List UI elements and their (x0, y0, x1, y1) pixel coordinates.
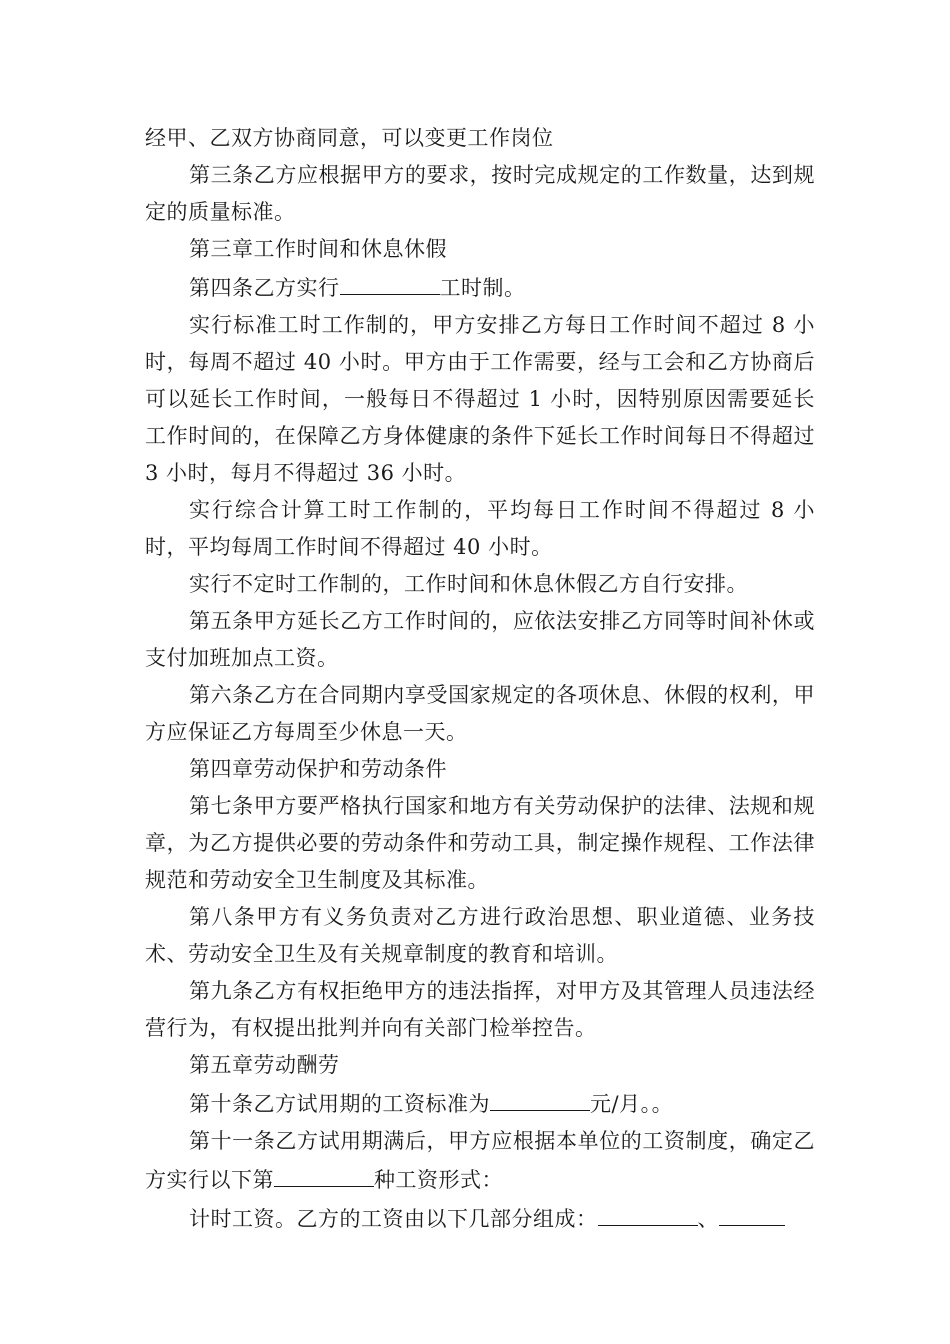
article-11-before: 第十一条乙方试用期满后，甲方应根据本单位的工资制度，确定乙方实行以下第 (145, 1129, 815, 1192)
article-10-before: 第十条乙方试用期的工资标准为 (189, 1092, 490, 1116)
paragraph-1: 经甲、乙双方协商同意，可以变更工作岗位 (145, 126, 554, 150)
wage-component-blank-1[interactable] (598, 1199, 698, 1226)
paragraph-article-10 (145, 1084, 815, 1123)
paragraph-flexible-hours: 实行不定时工作制的，工作时间和休息休假乙方自行安排。 (189, 572, 748, 596)
article-4-before: 第四条乙方实行 (189, 276, 340, 300)
paragraph-article-3: 第三条乙方应根据甲方的要求，按时完成规定的工作数量，达到规定的质量标准。 (145, 163, 815, 224)
paragraph-comprehensive-hours: 实行综合计算工时工作制的，平均每日工作时间不得超过 8 小时，平均每周工作时间不得超过 40 小时。 (145, 498, 815, 559)
article-11-after: 种工资形式： (374, 1168, 503, 1192)
probation-salary-blank[interactable] (490, 1084, 590, 1111)
chapter-3-heading: 第三章工作时间和休息休假 (189, 237, 447, 261)
hourly-wage-separator: 、 (697, 1207, 719, 1231)
paragraph-article-8: 第八条甲方有义务负责对乙方进行政治思想、职业道德、业务技术、劳动安全卫生及有关规章制度的教育和培训。 (145, 905, 815, 966)
paragraph-standard-hours: 实行标准工时工作制的，甲方安排乙方每日工作时间不超过 8 小时，每周不超过 40 小时。甲方由于工作需要，经与工会和乙方协商后可以延长工作时间，一般每日不得超过 1 小时，因特别原因需要延长工作时间的，在保障乙方身体健康的条件下延长工作时间每日不得超过 3 小时，每月不得超过 36 小时。 (145, 313, 815, 485)
paragraph-article-9: 第九条乙方有权拒绝甲方的违法指挥，对甲方及其管理人员违法经营行为，有权提出批判并向有关部门检举控告。 (145, 979, 815, 1040)
chapter-5-heading: 第五章劳动酬劳 (189, 1053, 340, 1077)
document-body (145, 120, 815, 1238)
paragraph-article-6: 第六条乙方在合同期内享受国家规定的各项休息、休假的权利，甲方应保证乙方每周至少休息一天。 (145, 683, 815, 744)
article-10-after: 元/月。。 (590, 1092, 674, 1116)
paragraph-article-5: 第五条甲方延长乙方工作时间的，应依法安排乙方同等时间补休或支付加班加点工资。 (145, 609, 815, 670)
article-4-after: 工时制。 (439, 276, 526, 300)
hourly-wage-before: 计时工资。乙方的工资由以下几部分组成： (189, 1207, 598, 1231)
wage-component-blank-2[interactable] (719, 1199, 785, 1226)
paragraph-article-11 (145, 1123, 815, 1199)
paragraph-hourly-wage (145, 1199, 815, 1238)
chapter-4-heading: 第四章劳动保护和劳动条件 (189, 757, 447, 781)
paragraph-article-7: 第七条甲方要严格执行国家和地方有关劳动保护的法律、法规和规章，为乙方提供必要的劳动条件和劳动工具，制定操作规程、工作法律规范和劳动安全卫生制度及其标准。 (145, 794, 815, 892)
paragraph-article-4 (145, 268, 815, 307)
salary-form-blank[interactable] (274, 1160, 374, 1187)
work-hour-system-blank[interactable] (340, 268, 440, 295)
